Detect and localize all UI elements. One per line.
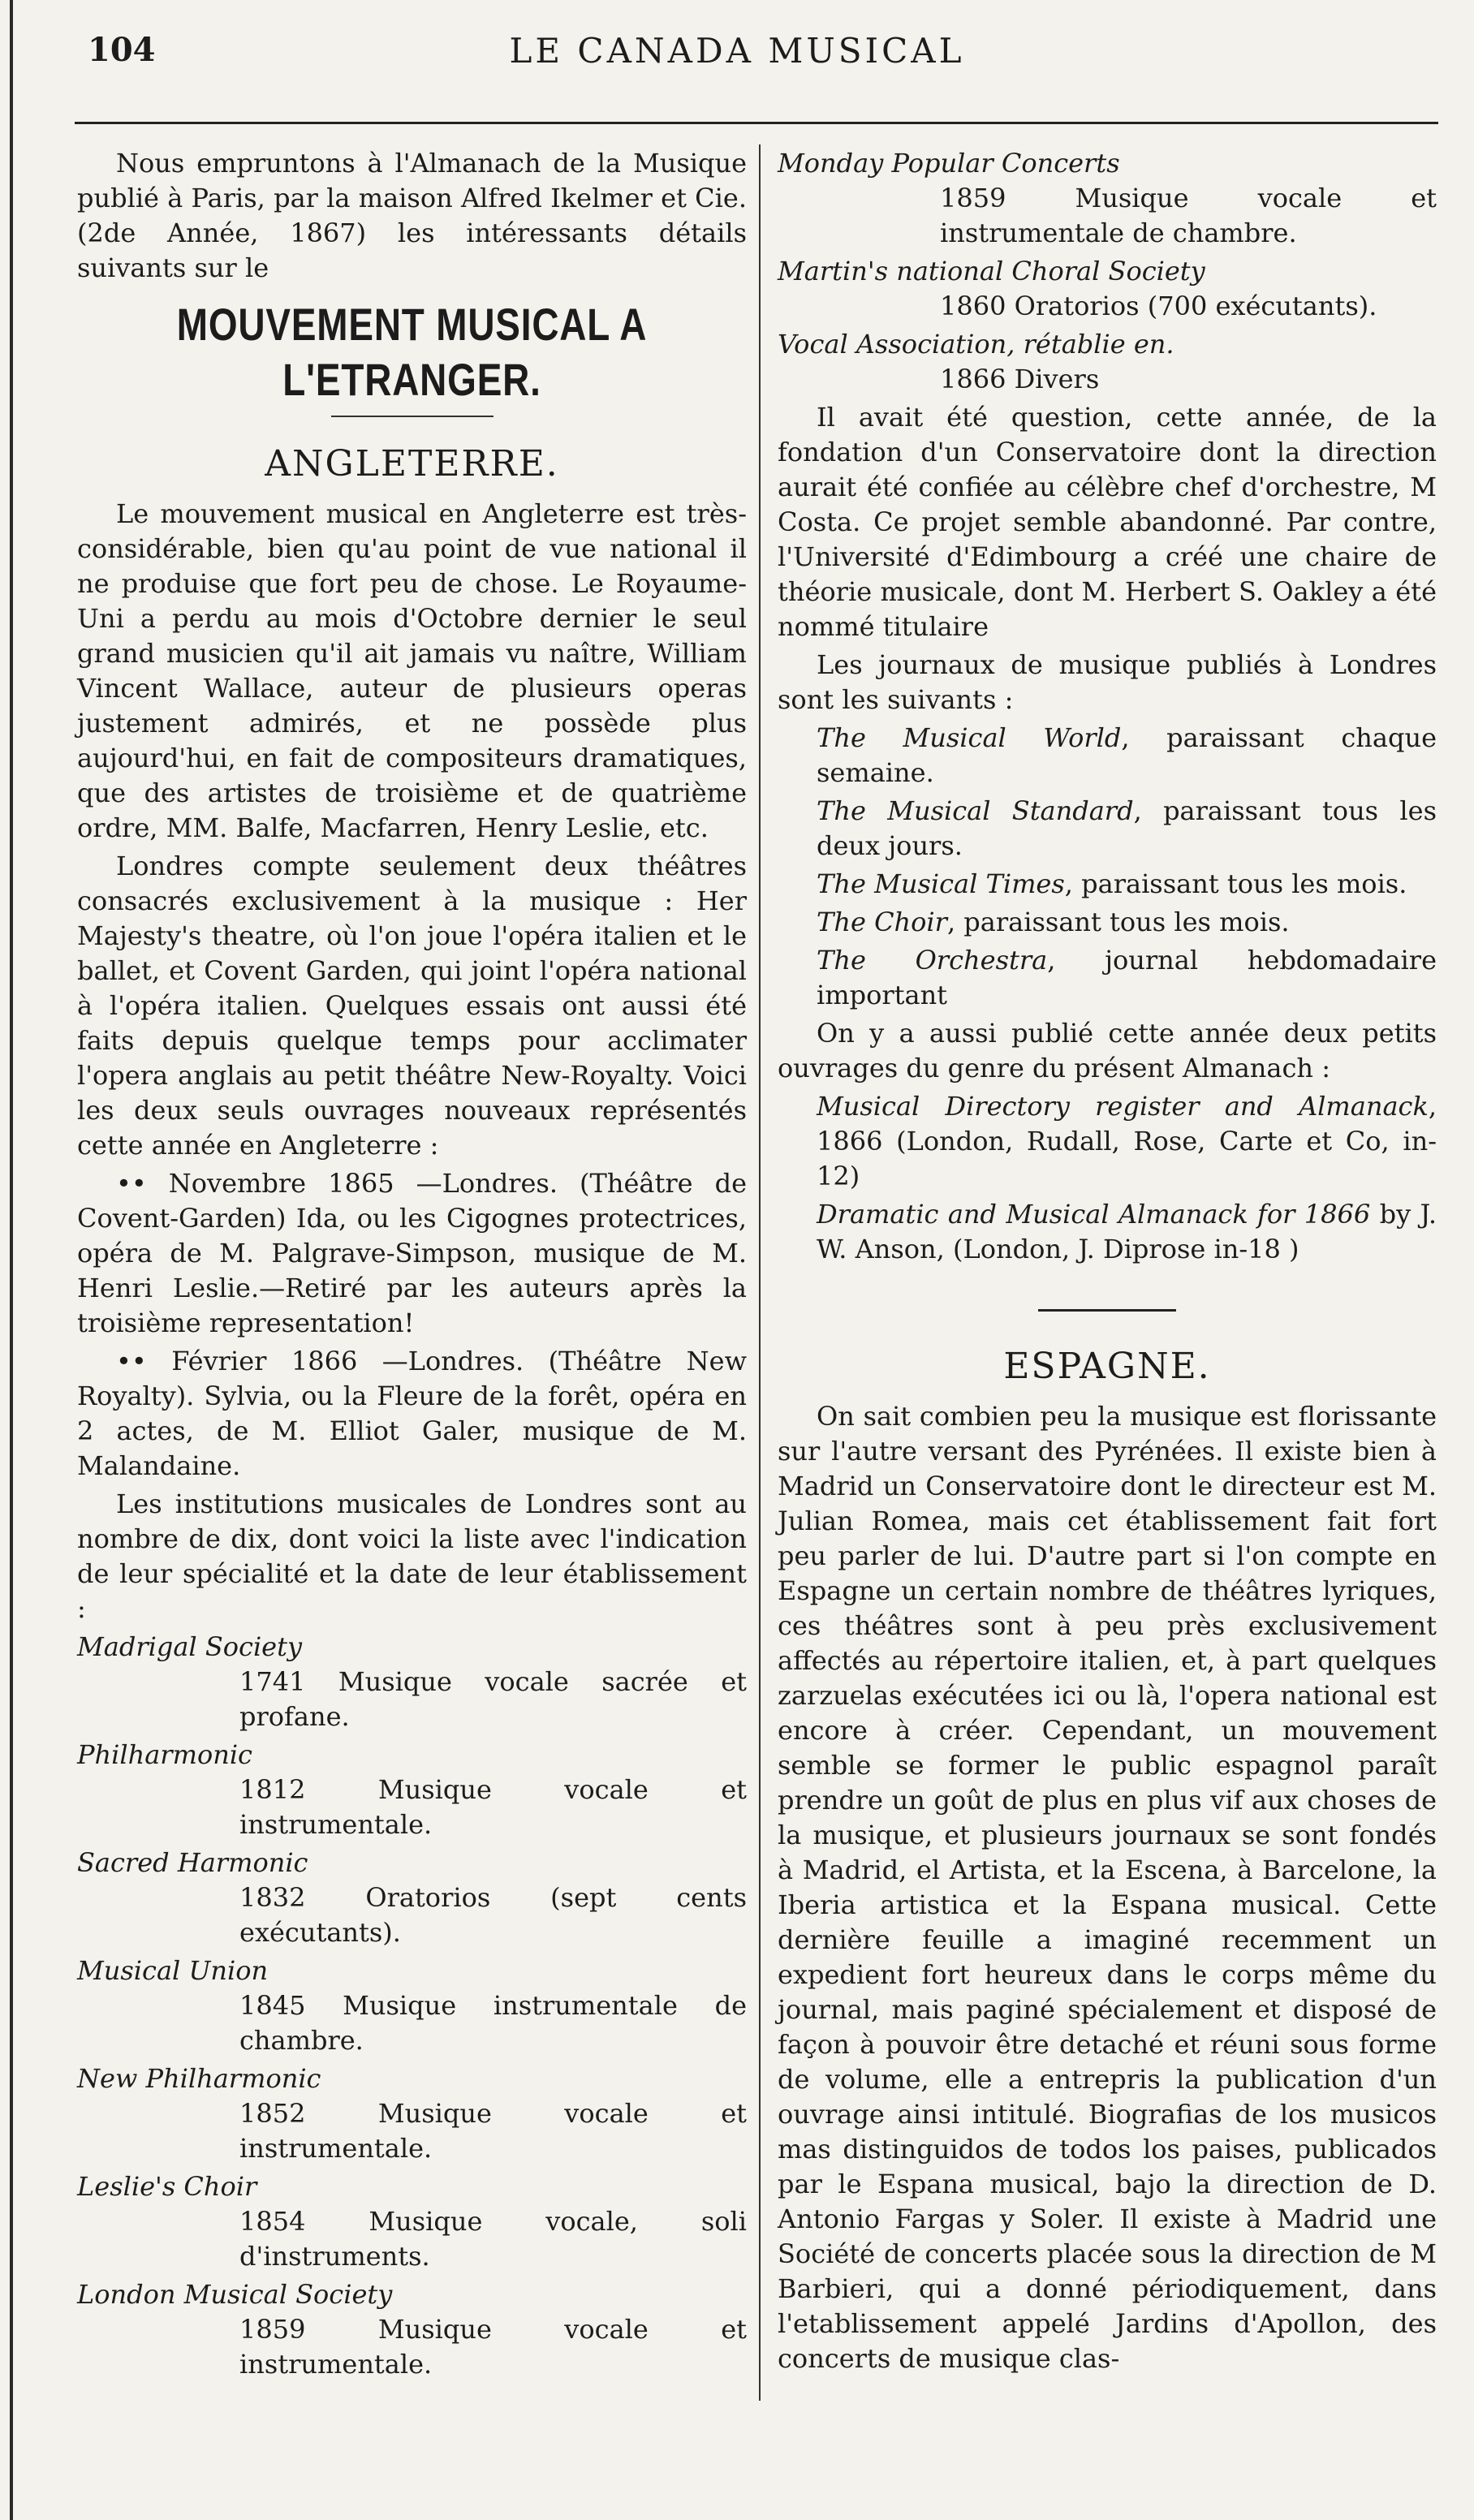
journal-detail: , paraissant tous les deux jours. bbox=[817, 795, 1437, 861]
book-detail: , 1866 (London, Rudall, Rose, Carte et Co, in-12) bbox=[817, 1091, 1437, 1191]
institution-entry bbox=[77, 2277, 747, 2382]
institution-entry bbox=[778, 327, 1437, 397]
institution-name: Madrigal Society bbox=[77, 1631, 303, 1662]
journal-detail: , paraissant chaque semaine. bbox=[817, 722, 1437, 788]
institution-entry bbox=[77, 1954, 747, 2058]
book-item bbox=[778, 1197, 1437, 1267]
journal-title: The Musical World bbox=[817, 722, 1122, 753]
institution-detail bbox=[778, 289, 1437, 324]
title-rule bbox=[331, 416, 493, 417]
institution-desc: Musique vocale sacrée et profane. bbox=[239, 1666, 748, 1732]
institution-name: London Musical Society bbox=[77, 2279, 393, 2310]
institution-name: Vocal Association, rétablie en. bbox=[778, 329, 1174, 360]
institution-name: Sacred Harmonic bbox=[77, 1847, 308, 1878]
institution-desc: Musique vocale, soli d'instruments. bbox=[239, 2206, 748, 2272]
institution-entry bbox=[77, 2169, 747, 2274]
intro-paragraph: Nous empruntons à l'Almanach de la Musique publié à Paris, par la maison Alfred Ikelmer et Cie. (2de Année, 1867) les intéressants détails suivants sur le bbox=[77, 148, 747, 283]
institution-entry bbox=[778, 254, 1437, 324]
page-header bbox=[0, 24, 1474, 89]
paragraph: Le mouvement musical en Angleterre est très-considérable, bien qu'au point de vue national il ne produise que fort peu de chose. Le Royaume-Uni a perdu au mois d'Octobre dernier le seul grand musicien qu'il ait jamais vu naître, William Vincent Wallace, auteur de plusieurs operas justement admirés, et ne possède plus aujourd'hui, en fait de compositeurs dramatiques, que des artistes de troisième et de quatrième ordre, MM. Balfe, Macfarren, Henry Leslie, etc. bbox=[77, 498, 747, 843]
paragraph: Londres compte seulement deux théâtres consacrés exclusivement à la musique : Her Majesty's theatre, où l'on joue l'opéra italien et le ballet, et Covent Garden, qui joint l'opéra national à l'opéra italien. Quelques essais ont aussi été faits depuis quelque temps pour acclimater l'opera anglais au petit théâtre New-Royalty. Voici les deux seuls ouvrages nouveaux représentés cette année en Angleterre : bbox=[77, 851, 747, 1161]
journal-item bbox=[778, 794, 1437, 864]
book-item bbox=[778, 1089, 1437, 1194]
paragraph: On y a aussi publié cette année deux petits ouvrages du genre du présent Almanach : bbox=[778, 1018, 1437, 1083]
institution-name: New Philharmonic bbox=[77, 2063, 321, 2094]
institution-name: Leslie's Choir bbox=[77, 2171, 257, 2202]
institution-detail bbox=[778, 181, 1437, 251]
journal-detail: , journal hebdomadaire important bbox=[817, 945, 1437, 1010]
book-title: Dramatic and Musical Almanack for 1866 bbox=[817, 1199, 1371, 1230]
institution-year: 1812 bbox=[239, 1774, 306, 1805]
running-title: LE CANADA MUSICAL bbox=[509, 31, 965, 71]
institution-name: Martin's national Choral Society bbox=[778, 256, 1205, 286]
institution-year: 1859 bbox=[239, 2314, 306, 2345]
section-title-espagne: ESPAGNE. bbox=[1003, 1346, 1211, 1387]
journal-title: The Musical Times bbox=[817, 868, 1065, 899]
institution-detail bbox=[77, 1773, 747, 1842]
institution-detail bbox=[77, 2096, 747, 2166]
institution-desc: Musique instrumentale de chambre. bbox=[239, 1990, 748, 2056]
institution-detail bbox=[77, 1665, 747, 1734]
institution-year: 1852 bbox=[239, 2098, 306, 2129]
institution-list-right bbox=[778, 146, 1437, 397]
institution-detail bbox=[77, 2312, 747, 2382]
journal-item bbox=[778, 721, 1437, 790]
paragraph: On sait combien peu la musique est florissante sur l'autre versant des Pyrénées. Il existe bien à Madrid un Conservatoire dont le directeur est M. Julian Romea, mais cet établissement fait fort peu parler de lui. D'autre part si l'on compte en Espagne un certain nombre de théâtres lyriques, ces théâtres sont à peu près exclusivement affectés au répertoire italien, et, à part quelques zarzuelas exécutées ici ou là, l'opera national est encore à créer. Cependant, un mouvement semble se former le public espagnol paraît prendre un goût de plus en plus vif aux choses de la musique, et plusieurs journaux se sont fondés à Madrid, el Artista, et la Escena, à Barcelone, la Iberia artistica et la Espana musical. Cette dernière feuille a imaginé recemment un expedient fort heureux dans le corps même du journal, mais paginé spécialement et disposé de façon à pouvoir être detaché et réuni sous forme de volume, elle a entrepris la publication d'un ouvrage ainsi intitulé. Biografias de los musicos mas distinguidos de todos los paises, publicados par le Espana musical, bajo la direction de D. Antonio Fargas y Soler. Il existe à Madrid une Société de concerts placée sous la direction de M Barbieri, qui a donné périodiquement, dans l'etablissement appelé Jardins d'Apollon, des concerts de musique clas- bbox=[778, 1401, 1437, 2374]
journal-detail: , paraissant tous les mois. bbox=[946, 907, 1290, 937]
left-column bbox=[77, 146, 747, 2385]
journal-item bbox=[778, 943, 1437, 1013]
journal-list bbox=[778, 721, 1437, 1013]
book-title: Musical Directory register and Almanack bbox=[817, 1091, 1429, 1122]
institution-desc: Oratorios (sept cents exécutants). bbox=[239, 1882, 747, 1948]
institution-year: 1845 bbox=[239, 1990, 306, 2021]
column-divider bbox=[759, 144, 761, 2401]
institution-detail bbox=[778, 362, 1437, 397]
institution-desc: Musique vocale et instrumentale. bbox=[239, 1774, 748, 1840]
institution-entry bbox=[77, 1630, 747, 1734]
institution-detail bbox=[77, 1988, 747, 2058]
journal-title: The Orchestra bbox=[817, 945, 1048, 976]
main-title-line-1: MOUVEMENT MUSICAL A bbox=[176, 299, 648, 350]
paragraph: •• Novembre 1865 —Londres. (Théâtre de Covent-Garden) Ida, ou les Cigognes protectrices, opéra de M. Palgrave-Simpson, musique de M. Henri Leslie.—Retiré par les auteurs après la troisième representation! bbox=[77, 1168, 747, 1338]
institution-list-left bbox=[77, 1630, 747, 2382]
paragraph: •• Février 1866 —Londres. (Théâtre New Royalty). Sylvia, ou la Fleure de la forêt, opéra en 2 actes, de M. Elliot Galer, musique de M. Malandaine. bbox=[77, 1346, 747, 1481]
institution-desc: Musique vocale et instrumentale de chambre. bbox=[940, 183, 1437, 248]
page-edge-rule bbox=[10, 0, 13, 2520]
institution-entry bbox=[778, 146, 1437, 251]
institution-year: 1866 bbox=[940, 364, 1006, 394]
institution-entry bbox=[77, 2061, 747, 2166]
institution-name: Philharmonic bbox=[77, 1739, 252, 1770]
institution-name: Monday Popular Concerts bbox=[778, 148, 1120, 179]
journal-title: The Musical Standard bbox=[817, 795, 1134, 826]
institution-name: Musical Union bbox=[77, 1955, 269, 1986]
institution-entry bbox=[77, 1738, 747, 1842]
right-column bbox=[778, 146, 1437, 2380]
institution-desc: Oratorios (700 exécutants). bbox=[1014, 291, 1377, 321]
section-rule bbox=[1038, 1309, 1176, 1312]
main-title-line-2: L'ETRANGER. bbox=[282, 354, 541, 405]
header-rule bbox=[75, 122, 1438, 124]
institution-year: 1860 bbox=[940, 291, 1006, 321]
journal-detail: , paraissant tous les mois. bbox=[1064, 868, 1407, 899]
institution-detail bbox=[77, 1880, 747, 1950]
institution-year: 1832 bbox=[239, 1882, 306, 1913]
institution-year: 1741 bbox=[239, 1666, 306, 1697]
institution-entry bbox=[77, 1846, 747, 1950]
institution-desc: Divers bbox=[1014, 364, 1100, 394]
institution-detail bbox=[77, 2204, 747, 2274]
book-detail: by J. W. Anson, (London, J. Diprose in-18 ) bbox=[817, 1199, 1437, 1264]
page-number: 104 bbox=[88, 31, 156, 69]
institution-year: 1859 bbox=[940, 183, 1006, 213]
paragraph: Les institutions musicales de Londres sont au nombre de dix, dont voici la liste avec l'indication de leur spécialité et la date de leur établissement : bbox=[77, 1488, 747, 1624]
section-title-angleterre: ANGLETERRE. bbox=[265, 443, 559, 485]
main-title bbox=[137, 297, 687, 407]
institution-desc: Musique vocale et instrumentale. bbox=[239, 2314, 748, 2380]
journal-item bbox=[778, 905, 1437, 940]
paragraph: Il avait été question, cette année, de la fondation d'un Conservatoire dont la direction aurait été confiée au célèbre chef d'orchestre, M Costa. Ce projet semble abandonné. Par contre, l'Université d'Edimbourg a créé une chaire de théorie musicale, dont M. Herbert S. Oakley a été nommé titulaire bbox=[778, 402, 1437, 642]
paragraph: Les journaux de musique publiés à Londres sont les suivants : bbox=[778, 649, 1437, 715]
journal-title: The Choir bbox=[817, 907, 947, 937]
institution-year: 1854 bbox=[239, 2206, 306, 2237]
book-list bbox=[778, 1089, 1437, 1267]
journal-item bbox=[778, 867, 1437, 902]
institution-desc: Musique vocale et instrumentale. bbox=[239, 2098, 748, 2164]
